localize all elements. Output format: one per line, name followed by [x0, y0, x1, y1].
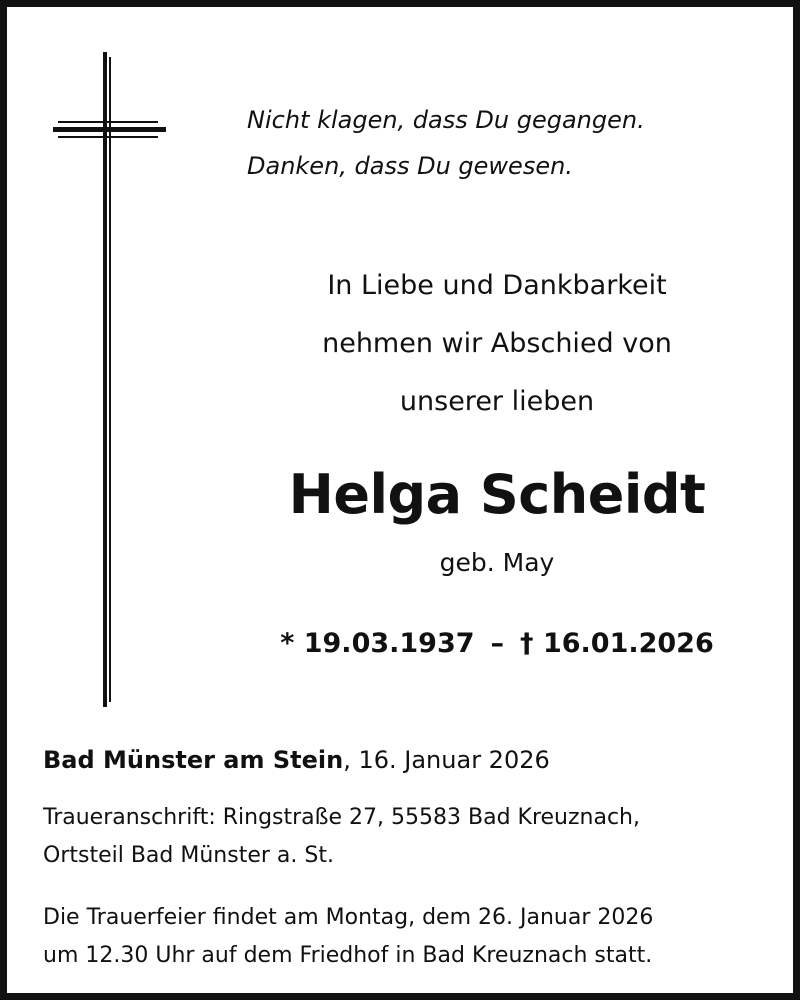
- mourning-address: [43, 799, 773, 875]
- intro-line-1: In Liebe und Dankbarkeit: [327, 270, 667, 301]
- quote-line-2: Danken, dass Du gewesen.: [247, 152, 573, 180]
- ceremony-line-2: um 12.30 Uhr auf dem Friedhof in Bad Kreuznach statt.: [43, 943, 653, 968]
- deceased-name: Helga Scheidt: [288, 463, 706, 526]
- place-date: , 16. Januar 2026: [343, 746, 550, 774]
- intro-line-2: nehmen wir Abschied von: [322, 328, 672, 359]
- cross-horizontal-thin-bar-top: [58, 121, 158, 123]
- funeral-ceremony-info: [43, 899, 773, 975]
- place-and-date: [43, 740, 773, 780]
- cross-vertical-bar: [103, 52, 107, 707]
- memorial-quote: [247, 97, 767, 189]
- farewell-intro: [237, 257, 757, 431]
- cross-icon: [45, 47, 175, 712]
- address-line-1: Traueranschrift: Ringstraße 27, 55583 Bad Kreuznach,: [43, 805, 640, 830]
- life-dates: [237, 622, 757, 666]
- maiden-name: geb. May: [439, 548, 555, 577]
- death-date: † 16.01.2026: [520, 628, 714, 659]
- address-line-2: Ortsteil Bad Münster a. St.: [43, 843, 334, 868]
- cross-horizontal-thin-bar-bottom: [58, 136, 158, 138]
- place-town: Bad Münster am Stein: [43, 746, 344, 774]
- quote-line-1: Nicht klagen, dass Du gegangen.: [247, 106, 645, 134]
- cross-horizontal-bar: [53, 127, 166, 132]
- cross-vertical-thin-bar: [109, 57, 111, 702]
- intro-line-3: unserer lieben: [399, 386, 595, 417]
- birth-date: * 19.03.1937: [280, 628, 475, 659]
- date-separator: –: [490, 628, 505, 659]
- ceremony-line-1: Die Trauerfeier findet am Montag, dem 26. Januar 2026: [43, 905, 654, 930]
